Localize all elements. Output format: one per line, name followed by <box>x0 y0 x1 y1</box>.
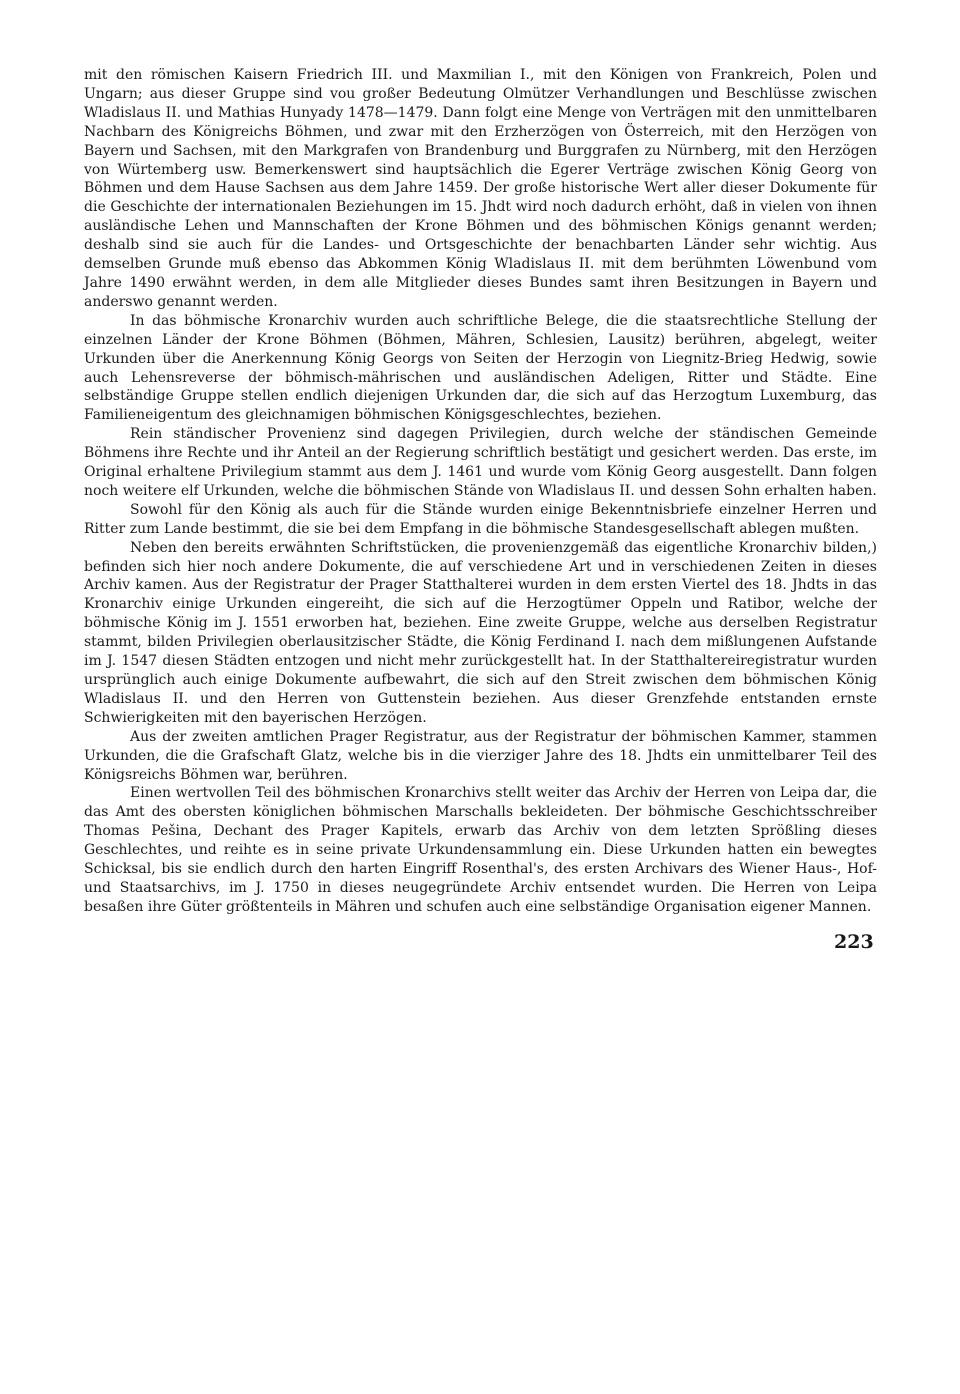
paragraph-7: Einen wertvollen Teil des böhmischen Kronarchivs stellt weiter das Archiv der Herren von Leipa dar, die das Amt des obersten königlichen böhmischen Marschalls bekleideten. Der böhmische Geschichtsschreiber Thomas Pešina, Dechant des Prager Kapitels, erwarb das Archiv von dem letzten Sprößling dieses Geschlechtes, und reihte es in seine private Urkundensammlung ein. Diese Urkunden hatten ein bewegtes Schicksal, bis sie endlich durch den harten Eingriff Rosenthal's, des ersten Archivars des Wiener Haus-, Hof- und Staatsarchivs, im J. 1750 in dieses neugegründete Archiv entsendet wurden. Die Herren von Leipa besaßen ihre Güter größtenteils in Mähren und schufen auch eine selbständige Organisation eigener Mannen. <box>84 785 877 915</box>
paragraph-4: Sowohl für den König als auch für die Stände wurden einige Bekenntnisbriefe einzelner Herren und Ritter zum Lande bestimmt, die sie bei dem Empfang in die böhmische Standesgesellschaft ablegen mußten. <box>84 501 877 537</box>
page-number: 223 <box>834 931 874 953</box>
document-body <box>84 66 877 917</box>
paragraph-5: Neben den bereits erwähnten Schriftstücken, die provenienzgemäß das eigentliche Kronarchiv bilden,) befinden sich hier noch andere Dokumente, die auf verschiedene Art und in verschiedenen Zeiten in dieses Archiv kamen. Aus der Registratur der Prager Statthalterei wurden in dem ersten Viertel des 18. Jhdts in das Kronarchiv einige Urkunden eingereiht, die sich auf die Herzogtümer Oppeln und Ratibor, welche der böhmische König im J. 1551 erworben hat, beziehen. Eine zweite Gruppe, welche aus derselben Registratur stammt, bilden Privilegien oberlausitzischer Städte, die König Ferdinand I. nach dem mißlungenen Aufstande im J. 1547 diesen Städten entzogen und nicht mehr zurückgestellt hat. In der Statthaltereiregistratur wurden ursprünglich auch einige Dokumente aufbewahrt, die sich auf den Streit zwischen dem böhmischen König Wladislaus II. und den Herren von Guttenstein beziehen. Aus dieser Grenzfehde entstanden ernste Schwierigkeiten mit den bayerischen Herzögen. <box>84 539 877 726</box>
paragraph-2: In das böhmische Kronarchiv wurden auch schriftliche Belege, die die staatsrechtliche Stellung der einzelnen Länder der Krone Böhmen (Böhmen, Mähren, Schlesien, Lausitz) berühren, abgelegt, weiter Urkunden über die Anerkennung König Georgs von Seiten der Herzogin von Liegnitz-Brieg Hedwig, sowie auch Lehensreverse der böhmisch-mährischen und ausländischen Adeligen, Ritter und Städte. Eine selbständige Gruppe stellen endlich diejenigen Urkunden dar, die sich auf das Herzogtum Luxemburg, das Familieneigentum des gleichnamigen böhmischen Königsgeschlechtes, beziehen. <box>84 312 877 424</box>
paragraph-6: Aus der zweiten amtlichen Prager Registratur, aus der Registratur der böhmischen Kammer, stammen Urkunden, die die Grafschaft Glatz, welche bis in die vierziger Jahre des 18. Jhdts ein unmittelbarer Teil des Königsreichs Böhmen war, berühren. <box>84 728 877 783</box>
paragraph-3: Rein ständischer Provenienz sind dagegen Privilegien, durch welche der ständischen Gemeinde Böhmens ihre Rechte und ihr Anteil an der Regierung schriftlich bestätigt und gesichert werden. Das erste, im Original erhaltene Privilegium stammt aus dem J. 1461 und wurde vom König Georg ausgestellt. Dann folgen noch weitere elf Urkunden, welche die böhmischen Stände von Wladislaus II. und dessen Sohn erhalten haben. <box>84 426 877 499</box>
paragraph-1: mit den römischen Kaisern Friedrich III. und Maxmilian I., mit den Königen von Frankreich, Polen und Ungarn; aus dieser Gruppe sind vou großer Bedeutung Olmützer Verhandlungen und Beschlüsse zwischen Wladislaus II. und Mathias Hunyady 1478—1479. Dann folgt eine Menge von Verträgen mit den unmittelbaren Nachbarn des Königreichs Böhmen, und zwar mit den Erzherzögen von Österreich, mit den Herzögen von Bayern und Sachsen, mit den Markgrafen von Brandenburg und Burggrafen zu Nürnberg, mit den Herzögen von Würtemberg usw. Bemerkenswert sind hauptsächlich die Egerer Verträge zwischen König Georg von Böhmen und dem Hause Sachsen aus dem Jahre 1459. Der große historische Wert aller dieser Dokumente für die Geschichte der internationalen Beziehungen im 15. Jhdt wird noch dadurch erhöht, daß in vielen von ihnen ausländische Lehen und Mannschaften der Krone Böhmen und des böhmischen Königs genannt werden; deshalb sind sie auch für die Landes- und Ortsgeschichte der benachbarten Länder sehr wichtig. Aus demselben Grunde muß ebenso das Abkommen König Wladislaus II. mit dem berühmten Löwenbund vom Jahre 1490 erwähnt werden, in dem alle Mitglieder dieses Bundes samt ihren Besitzungen in Bayern und anderswo genannt werden. <box>84 67 877 310</box>
